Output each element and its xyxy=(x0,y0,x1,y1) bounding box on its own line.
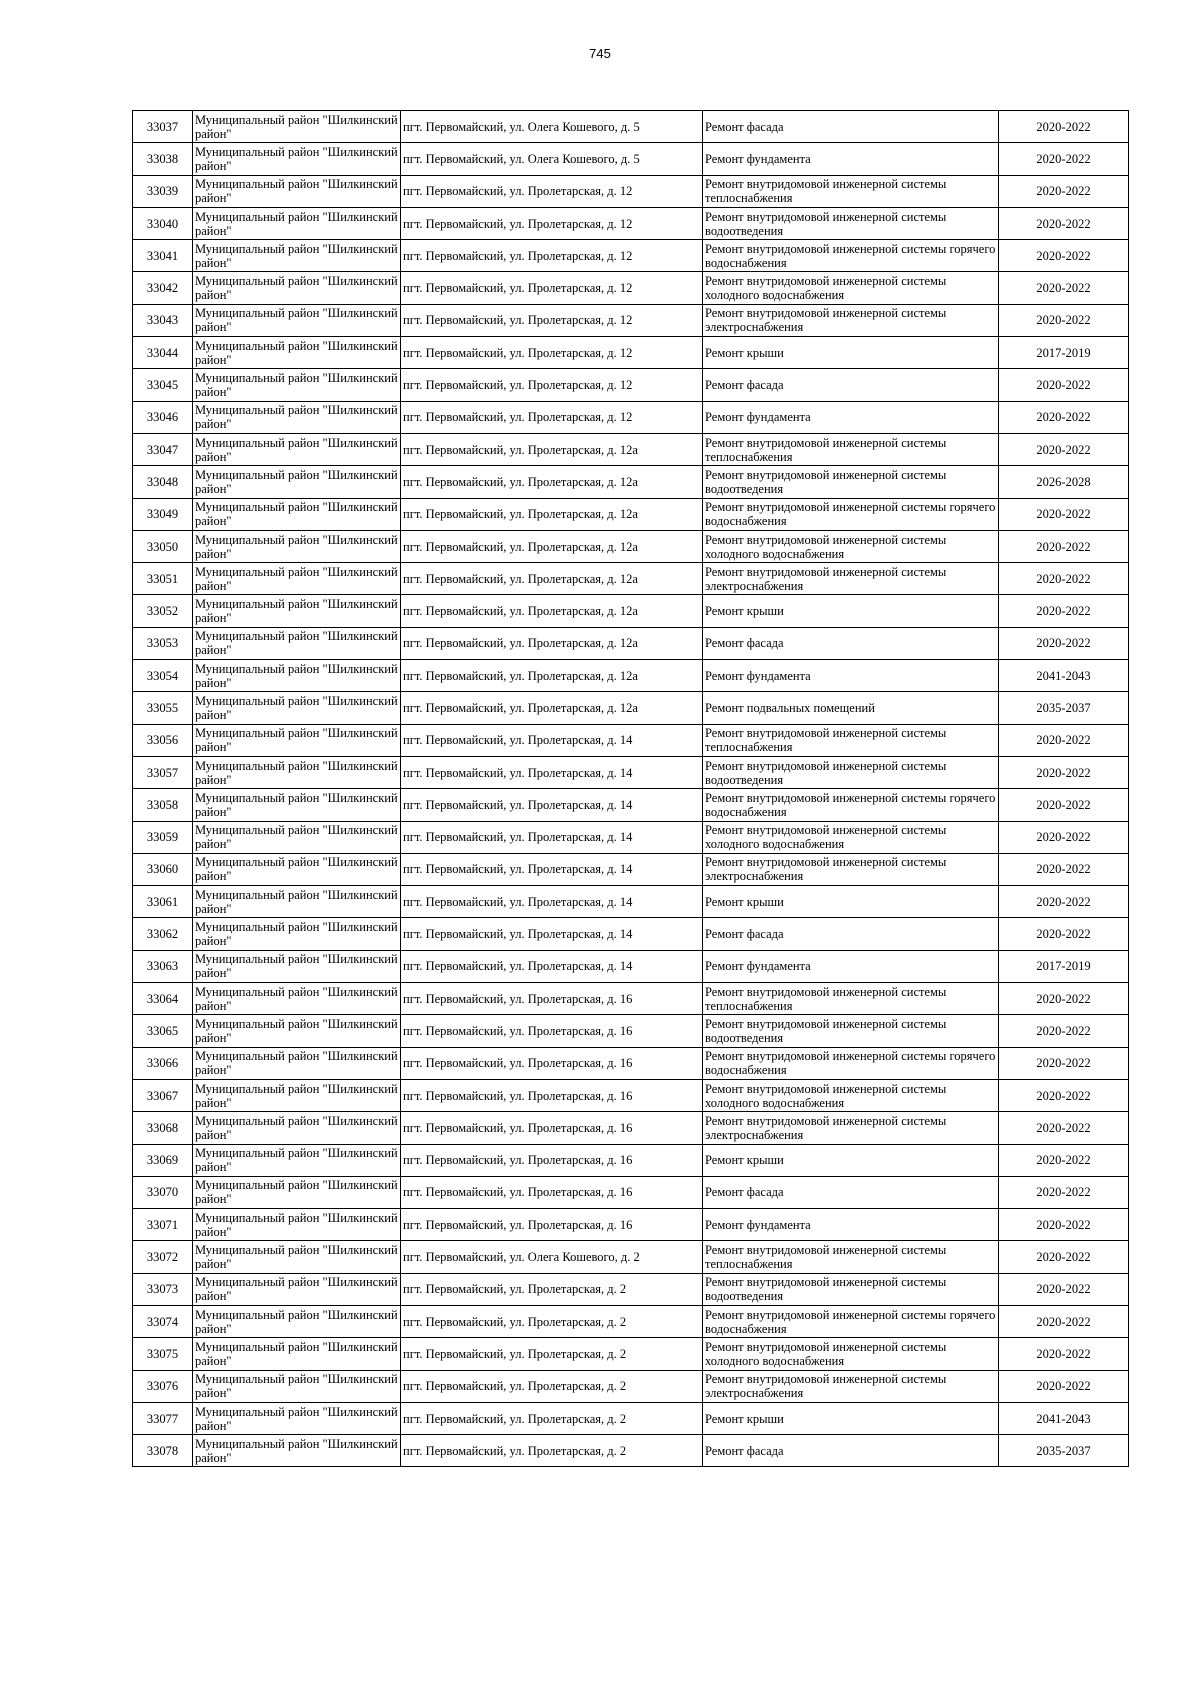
period-cell: 2020-2022 xyxy=(999,886,1129,918)
municipality-cell: Муниципальный район "Шилкинский район" xyxy=(193,111,401,143)
row-number-cell: 33044 xyxy=(133,337,193,369)
row-number-cell: 33073 xyxy=(133,1273,193,1305)
address-cell: пгт. Первомайский, ул. Пролетарская, д. 12а xyxy=(401,627,703,659)
table-row xyxy=(133,433,1129,465)
municipality-cell: Муниципальный район "Шилкинский район" xyxy=(193,1209,401,1241)
table-row xyxy=(133,886,1129,918)
address-cell: пгт. Первомайский, ул. Пролетарская, д. 12 xyxy=(401,240,703,272)
municipality-cell: Муниципальный район "Шилкинский район" xyxy=(193,595,401,627)
work-type-cell: Ремонт внутридомовой инженерной системы электроснабжения xyxy=(703,304,999,336)
work-type-cell: Ремонт фундамента xyxy=(703,401,999,433)
row-number-cell: 33040 xyxy=(133,207,193,239)
table-row xyxy=(133,466,1129,498)
work-type-cell: Ремонт фасада xyxy=(703,627,999,659)
period-cell: 2020-2022 xyxy=(999,111,1129,143)
row-number-cell: 33066 xyxy=(133,1047,193,1079)
municipality-cell: Муниципальный район "Шилкинский район" xyxy=(193,756,401,788)
period-cell: 2020-2022 xyxy=(999,304,1129,336)
municipality-cell: Муниципальный район "Шилкинский район" xyxy=(193,918,401,950)
table-row xyxy=(133,853,1129,885)
work-type-cell: Ремонт фасада xyxy=(703,111,999,143)
period-cell: 2020-2022 xyxy=(999,207,1129,239)
work-type-cell: Ремонт внутридомовой инженерной системы горячего водоснабжения xyxy=(703,1047,999,1079)
work-type-cell: Ремонт внутридомовой инженерной системы холодного водоснабжения xyxy=(703,272,999,304)
municipality-cell: Муниципальный район "Шилкинский район" xyxy=(193,789,401,821)
address-cell: пгт. Первомайский, ул. Олега Кошевого, д. 2 xyxy=(401,1241,703,1273)
row-number-cell: 33067 xyxy=(133,1079,193,1111)
row-number-cell: 33051 xyxy=(133,563,193,595)
row-number-cell: 33057 xyxy=(133,756,193,788)
period-cell: 2035-2037 xyxy=(999,692,1129,724)
municipality-cell: Муниципальный район "Шилкинский район" xyxy=(193,821,401,853)
work-type-cell: Ремонт фасада xyxy=(703,918,999,950)
period-cell: 2020-2022 xyxy=(999,1047,1129,1079)
row-number-cell: 33046 xyxy=(133,401,193,433)
table-row xyxy=(133,1338,1129,1370)
address-cell: пгт. Первомайский, ул. Олега Кошевого, д. 5 xyxy=(401,111,703,143)
period-cell: 2035-2037 xyxy=(999,1435,1129,1467)
work-type-cell: Ремонт внутридомовой инженерной системы горячего водоснабжения xyxy=(703,240,999,272)
period-cell: 2020-2022 xyxy=(999,433,1129,465)
work-type-cell: Ремонт внутридомовой инженерной системы водоотведения xyxy=(703,1273,999,1305)
work-type-cell: Ремонт крыши xyxy=(703,595,999,627)
work-type-cell: Ремонт внутридомовой инженерной системы теплоснабжения xyxy=(703,724,999,756)
address-cell: пгт. Первомайский, ул. Пролетарская, д. 16 xyxy=(401,1209,703,1241)
municipality-cell: Муниципальный район "Шилкинский район" xyxy=(193,1402,401,1434)
work-type-cell: Ремонт фундамента xyxy=(703,1209,999,1241)
work-type-cell: Ремонт внутридомовой инженерной системы горячего водоснабжения xyxy=(703,789,999,821)
table-row xyxy=(133,1047,1129,1079)
address-cell: пгт. Первомайский, ул. Пролетарская, д. 12а xyxy=(401,466,703,498)
row-number-cell: 33053 xyxy=(133,627,193,659)
table-row xyxy=(133,1079,1129,1111)
address-cell: пгт. Первомайский, ул. Пролетарская, д. 14 xyxy=(401,853,703,885)
municipality-cell: Муниципальный район "Шилкинский район" xyxy=(193,498,401,530)
address-cell: пгт. Первомайский, ул. Пролетарская, д. 14 xyxy=(401,724,703,756)
row-number-cell: 33070 xyxy=(133,1176,193,1208)
municipality-cell: Муниципальный район "Шилкинский район" xyxy=(193,1370,401,1402)
work-type-cell: Ремонт внутридомовой инженерной системы теплоснабжения xyxy=(703,1241,999,1273)
row-number-cell: 33063 xyxy=(133,950,193,982)
row-number-cell: 33055 xyxy=(133,692,193,724)
row-number-cell: 33076 xyxy=(133,1370,193,1402)
period-cell: 2020-2022 xyxy=(999,853,1129,885)
row-number-cell: 33075 xyxy=(133,1338,193,1370)
address-cell: пгт. Первомайский, ул. Пролетарская, д. 12а xyxy=(401,660,703,692)
municipality-cell: Муниципальный район "Шилкинский район" xyxy=(193,466,401,498)
period-cell: 2020-2022 xyxy=(999,756,1129,788)
address-cell: пгт. Первомайский, ул. Пролетарская, д. 12а xyxy=(401,433,703,465)
row-number-cell: 33060 xyxy=(133,853,193,885)
registry-table xyxy=(132,110,1129,1467)
table-row xyxy=(133,1370,1129,1402)
table-row xyxy=(133,1176,1129,1208)
work-type-cell: Ремонт внутридомовой инженерной системы водоотведения xyxy=(703,1015,999,1047)
row-number-cell: 33038 xyxy=(133,143,193,175)
municipality-cell: Муниципальный район "Шилкинский район" xyxy=(193,692,401,724)
address-cell: пгт. Первомайский, ул. Пролетарская, д. 12 xyxy=(401,304,703,336)
table-row xyxy=(133,756,1129,788)
municipality-cell: Муниципальный район "Шилкинский район" xyxy=(193,660,401,692)
municipality-cell: Муниципальный район "Шилкинский район" xyxy=(193,1047,401,1079)
municipality-cell: Муниципальный район "Шилкинский район" xyxy=(193,1144,401,1176)
work-type-cell: Ремонт внутридомовой инженерной системы электроснабжения xyxy=(703,563,999,595)
address-cell: пгт. Первомайский, ул. Пролетарская, д. 12а xyxy=(401,692,703,724)
address-cell: пгт. Первомайский, ул. Пролетарская, д. 14 xyxy=(401,950,703,982)
work-type-cell: Ремонт внутридомовой инженерной системы электроснабжения xyxy=(703,1370,999,1402)
period-cell: 2020-2022 xyxy=(999,143,1129,175)
address-cell: пгт. Первомайский, ул. Пролетарская, д. 16 xyxy=(401,1176,703,1208)
period-cell: 2041-2043 xyxy=(999,660,1129,692)
table-row xyxy=(133,789,1129,821)
table-row xyxy=(133,1435,1129,1467)
row-number-cell: 33061 xyxy=(133,886,193,918)
address-cell: пгт. Первомайский, ул. Пролетарская, д. 2 xyxy=(401,1338,703,1370)
period-cell: 2017-2019 xyxy=(999,950,1129,982)
work-type-cell: Ремонт внутридомовой инженерной системы холодного водоснабжения xyxy=(703,1079,999,1111)
address-cell: пгт. Первомайский, ул. Пролетарская, д. 12 xyxy=(401,272,703,304)
work-type-cell: Ремонт крыши xyxy=(703,886,999,918)
municipality-cell: Муниципальный район "Шилкинский район" xyxy=(193,724,401,756)
table-row xyxy=(133,369,1129,401)
municipality-cell: Муниципальный район "Шилкинский район" xyxy=(193,1338,401,1370)
period-cell: 2020-2022 xyxy=(999,1015,1129,1047)
address-cell: пгт. Первомайский, ул. Пролетарская, д. 12а xyxy=(401,595,703,627)
table-row xyxy=(133,337,1129,369)
table-row xyxy=(133,918,1129,950)
period-cell: 2020-2022 xyxy=(999,595,1129,627)
work-type-cell: Ремонт крыши xyxy=(703,337,999,369)
row-number-cell: 33054 xyxy=(133,660,193,692)
municipality-cell: Муниципальный район "Шилкинский район" xyxy=(193,337,401,369)
work-type-cell: Ремонт фасада xyxy=(703,1435,999,1467)
work-type-cell: Ремонт фундамента xyxy=(703,660,999,692)
table-row xyxy=(133,1273,1129,1305)
row-number-cell: 33077 xyxy=(133,1402,193,1434)
municipality-cell: Муниципальный район "Шилкинский район" xyxy=(193,143,401,175)
municipality-cell: Муниципальный район "Шилкинский район" xyxy=(193,272,401,304)
work-type-cell: Ремонт внутридомовой инженерной системы холодного водоснабжения xyxy=(703,821,999,853)
municipality-cell: Муниципальный район "Шилкинский район" xyxy=(193,1273,401,1305)
row-number-cell: 33071 xyxy=(133,1209,193,1241)
address-cell: пгт. Первомайский, ул. Олега Кошевого, д. 5 xyxy=(401,143,703,175)
period-cell: 2020-2022 xyxy=(999,1144,1129,1176)
table-row xyxy=(133,207,1129,239)
period-cell: 2020-2022 xyxy=(999,1079,1129,1111)
row-number-cell: 33042 xyxy=(133,272,193,304)
work-type-cell: Ремонт фасада xyxy=(703,369,999,401)
row-number-cell: 33047 xyxy=(133,433,193,465)
period-cell: 2020-2022 xyxy=(999,563,1129,595)
municipality-cell: Муниципальный район "Шилкинский район" xyxy=(193,1079,401,1111)
address-cell: пгт. Первомайский, ул. Пролетарская, д. 2 xyxy=(401,1370,703,1402)
address-cell: пгт. Первомайский, ул. Пролетарская, д. 16 xyxy=(401,1079,703,1111)
address-cell: пгт. Первомайский, ул. Пролетарская, д. 14 xyxy=(401,756,703,788)
period-cell: 2020-2022 xyxy=(999,821,1129,853)
municipality-cell: Муниципальный район "Шилкинский район" xyxy=(193,563,401,595)
period-cell: 2020-2022 xyxy=(999,983,1129,1015)
address-cell: пгт. Первомайский, ул. Пролетарская, д. 12 xyxy=(401,369,703,401)
row-number-cell: 33058 xyxy=(133,789,193,821)
address-cell: пгт. Первомайский, ул. Пролетарская, д. 14 xyxy=(401,789,703,821)
address-cell: пгт. Первомайский, ул. Пролетарская, д. 12 xyxy=(401,175,703,207)
municipality-cell: Муниципальный район "Шилкинский район" xyxy=(193,1176,401,1208)
period-cell: 2020-2022 xyxy=(999,1209,1129,1241)
row-number-cell: 33050 xyxy=(133,530,193,562)
row-number-cell: 33045 xyxy=(133,369,193,401)
table-row xyxy=(133,304,1129,336)
row-number-cell: 33037 xyxy=(133,111,193,143)
period-cell: 2020-2022 xyxy=(999,1370,1129,1402)
table-row xyxy=(133,692,1129,724)
municipality-cell: Муниципальный район "Шилкинский район" xyxy=(193,175,401,207)
work-type-cell: Ремонт фундамента xyxy=(703,950,999,982)
table-row xyxy=(133,1144,1129,1176)
address-cell: пгт. Первомайский, ул. Пролетарская, д. 14 xyxy=(401,821,703,853)
work-type-cell: Ремонт крыши xyxy=(703,1402,999,1434)
row-number-cell: 33072 xyxy=(133,1241,193,1273)
table-row xyxy=(133,530,1129,562)
table-row xyxy=(133,401,1129,433)
address-cell: пгт. Первомайский, ул. Пролетарская, д. 16 xyxy=(401,1015,703,1047)
period-cell: 2020-2022 xyxy=(999,530,1129,562)
table-row xyxy=(133,498,1129,530)
municipality-cell: Муниципальный район "Шилкинский район" xyxy=(193,1015,401,1047)
municipality-cell: Муниципальный район "Шилкинский район" xyxy=(193,304,401,336)
row-number-cell: 33041 xyxy=(133,240,193,272)
row-number-cell: 33049 xyxy=(133,498,193,530)
table-row xyxy=(133,143,1129,175)
period-cell: 2020-2022 xyxy=(999,918,1129,950)
row-number-cell: 33059 xyxy=(133,821,193,853)
period-cell: 2020-2022 xyxy=(999,1112,1129,1144)
table-row xyxy=(133,724,1129,756)
table-row xyxy=(133,821,1129,853)
address-cell: пгт. Первомайский, ул. Пролетарская, д. 12а xyxy=(401,530,703,562)
municipality-cell: Муниципальный район "Шилкинский район" xyxy=(193,886,401,918)
address-cell: пгт. Первомайский, ул. Пролетарская, д. 12 xyxy=(401,401,703,433)
table-row xyxy=(133,627,1129,659)
address-cell: пгт. Первомайский, ул. Пролетарская, д. 2 xyxy=(401,1402,703,1434)
period-cell: 2020-2022 xyxy=(999,369,1129,401)
address-cell: пгт. Первомайский, ул. Пролетарская, д. 16 xyxy=(401,1047,703,1079)
municipality-cell: Муниципальный район "Шилкинский район" xyxy=(193,627,401,659)
period-cell: 2020-2022 xyxy=(999,1241,1129,1273)
municipality-cell: Муниципальный район "Шилкинский район" xyxy=(193,950,401,982)
period-cell: 2020-2022 xyxy=(999,1273,1129,1305)
table-row xyxy=(133,272,1129,304)
row-number-cell: 33043 xyxy=(133,304,193,336)
work-type-cell: Ремонт внутридомовой инженерной системы холодного водоснабжения xyxy=(703,530,999,562)
work-type-cell: Ремонт подвальных помещений xyxy=(703,692,999,724)
address-cell: пгт. Первомайский, ул. Пролетарская, д. 12а xyxy=(401,498,703,530)
period-cell: 2020-2022 xyxy=(999,175,1129,207)
table-row xyxy=(133,950,1129,982)
address-cell: пгт. Первомайский, ул. Пролетарская, д. 14 xyxy=(401,918,703,950)
address-cell: пгт. Первомайский, ул. Пролетарская, д. 12а xyxy=(401,563,703,595)
address-cell: пгт. Первомайский, ул. Пролетарская, д. 12 xyxy=(401,207,703,239)
row-number-cell: 33069 xyxy=(133,1144,193,1176)
work-type-cell: Ремонт внутридомовой инженерной системы теплоснабжения xyxy=(703,175,999,207)
table-row xyxy=(133,983,1129,1015)
period-cell: 2017-2019 xyxy=(999,337,1129,369)
work-type-cell: Ремонт внутридомовой инженерной системы горячего водоснабжения xyxy=(703,1305,999,1337)
address-cell: пгт. Первомайский, ул. Пролетарская, д. 16 xyxy=(401,1144,703,1176)
row-number-cell: 33068 xyxy=(133,1112,193,1144)
work-type-cell: Ремонт внутридомовой инженерной системы холодного водоснабжения xyxy=(703,1338,999,1370)
work-type-cell: Ремонт крыши xyxy=(703,1144,999,1176)
work-type-cell: Ремонт внутридомовой инженерной системы водоотведения xyxy=(703,466,999,498)
municipality-cell: Муниципальный район "Шилкинский район" xyxy=(193,1435,401,1467)
table-row xyxy=(133,1305,1129,1337)
address-cell: пгт. Первомайский, ул. Пролетарская, д. 12 xyxy=(401,337,703,369)
table-row xyxy=(133,595,1129,627)
period-cell: 2020-2022 xyxy=(999,1176,1129,1208)
municipality-cell: Муниципальный район "Шилкинский район" xyxy=(193,1112,401,1144)
row-number-cell: 33062 xyxy=(133,918,193,950)
municipality-cell: Муниципальный район "Шилкинский район" xyxy=(193,207,401,239)
municipality-cell: Муниципальный район "Шилкинский район" xyxy=(193,240,401,272)
row-number-cell: 33065 xyxy=(133,1015,193,1047)
municipality-cell: Муниципальный район "Шилкинский район" xyxy=(193,401,401,433)
period-cell: 2020-2022 xyxy=(999,1338,1129,1370)
row-number-cell: 33048 xyxy=(133,466,193,498)
period-cell: 2020-2022 xyxy=(999,1305,1129,1337)
work-type-cell: Ремонт внутридомовой инженерной системы электроснабжения xyxy=(703,1112,999,1144)
row-number-cell: 33074 xyxy=(133,1305,193,1337)
table-row xyxy=(133,563,1129,595)
municipality-cell: Муниципальный район "Шилкинский район" xyxy=(193,1305,401,1337)
table-row xyxy=(133,111,1129,143)
municipality-cell: Муниципальный район "Шилкинский район" xyxy=(193,983,401,1015)
table-row xyxy=(133,240,1129,272)
municipality-cell: Муниципальный район "Шилкинский район" xyxy=(193,1241,401,1273)
row-number-cell: 33056 xyxy=(133,724,193,756)
period-cell: 2020-2022 xyxy=(999,401,1129,433)
period-cell: 2020-2022 xyxy=(999,724,1129,756)
address-cell: пгт. Первомайский, ул. Пролетарская, д. 16 xyxy=(401,983,703,1015)
period-cell: 2020-2022 xyxy=(999,240,1129,272)
work-type-cell: Ремонт фундамента xyxy=(703,143,999,175)
address-cell: пгт. Первомайский, ул. Пролетарская, д. 2 xyxy=(401,1435,703,1467)
municipality-cell: Муниципальный район "Шилкинский район" xyxy=(193,433,401,465)
table-row xyxy=(133,660,1129,692)
registry-table-body xyxy=(133,111,1129,1467)
row-number-cell: 33064 xyxy=(133,983,193,1015)
address-cell: пгт. Первомайский, ул. Пролетарская, д. 16 xyxy=(401,1112,703,1144)
period-cell: 2041-2043 xyxy=(999,1402,1129,1434)
work-type-cell: Ремонт внутридомовой инженерной системы горячего водоснабжения xyxy=(703,498,999,530)
address-cell: пгт. Первомайский, ул. Пролетарская, д. 14 xyxy=(401,886,703,918)
table-row xyxy=(133,175,1129,207)
work-type-cell: Ремонт внутридомовой инженерной системы теплоснабжения xyxy=(703,983,999,1015)
period-cell: 2020-2022 xyxy=(999,498,1129,530)
work-type-cell: Ремонт внутридомовой инженерной системы водоотведения xyxy=(703,207,999,239)
table-row xyxy=(133,1112,1129,1144)
municipality-cell: Муниципальный район "Шилкинский район" xyxy=(193,369,401,401)
period-cell: 2020-2022 xyxy=(999,272,1129,304)
work-type-cell: Ремонт внутридомовой инженерной системы водоотведения xyxy=(703,756,999,788)
table-row xyxy=(133,1241,1129,1273)
row-number-cell: 33052 xyxy=(133,595,193,627)
municipality-cell: Муниципальный район "Шилкинский район" xyxy=(193,530,401,562)
work-type-cell: Ремонт внутридомовой инженерной системы теплоснабжения xyxy=(703,433,999,465)
municipality-cell: Муниципальный район "Шилкинский район" xyxy=(193,853,401,885)
table-row xyxy=(133,1209,1129,1241)
row-number-cell: 33078 xyxy=(133,1435,193,1467)
period-cell: 2020-2022 xyxy=(999,627,1129,659)
table-row xyxy=(133,1402,1129,1434)
address-cell: пгт. Первомайский, ул. Пролетарская, д. 2 xyxy=(401,1273,703,1305)
page-number: 745 xyxy=(589,46,611,61)
period-cell: 2020-2022 xyxy=(999,789,1129,821)
work-type-cell: Ремонт фасада xyxy=(703,1176,999,1208)
table-row xyxy=(133,1015,1129,1047)
row-number-cell: 33039 xyxy=(133,175,193,207)
work-type-cell: Ремонт внутридомовой инженерной системы электроснабжения xyxy=(703,853,999,885)
period-cell: 2026-2028 xyxy=(999,466,1129,498)
address-cell: пгт. Первомайский, ул. Пролетарская, д. 2 xyxy=(401,1305,703,1337)
